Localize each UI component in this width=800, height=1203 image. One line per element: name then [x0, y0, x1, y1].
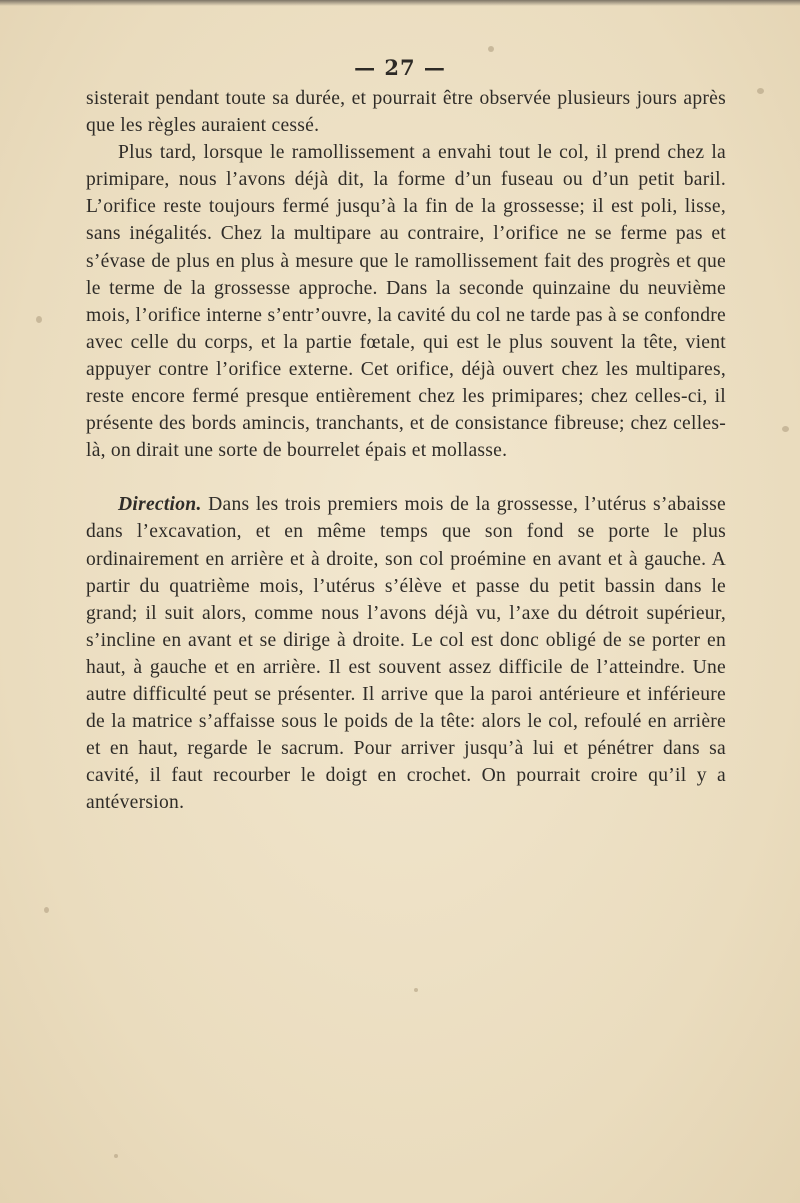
body-text — [86, 85, 726, 816]
paper-speck — [414, 988, 418, 992]
paper-speck — [114, 1154, 118, 1158]
section-heading: Direction. — [118, 494, 202, 516]
section-text: Dans les trois premiers mois de la grossesse, l’utérus s’abaisse dans l’excavation, et en même temps que son fond se porte le plus ordinairement en arrière et à droite, son col proémine en avant et à gauche. A partir du quatrième mois, l’utérus s’élève et passe du petit bassin dans le grand; il suit alors, comme nous l’avons déjà vu, l’axe du détroit supérieur, s’incline en avant et se dirige à droite. Le col est donc obligé de se porter en haut, à gauche et en arrière. Il est souvent assez difficile de l’atteindre. Une autre difficulté peut se présenter. Il arrive que la paroi antérieure et inférieure de la matrice s’affaisse sous le poids de la tête: alors le col, refoulé en arrière et en haut, regarde le sacrum. Pour arriver jusqu’à lui et pénétrer dans sa cavité, il faut recourber le doigt en crochet. On pourrait croire qu’il y a antéversion. — [86, 494, 726, 814]
paper-speck — [782, 426, 789, 432]
page-edge-shadow — [0, 0, 800, 6]
paper-speck — [757, 88, 764, 94]
page-number: — 27 — — [354, 55, 446, 80]
paragraph-cervix-softening: Plus tard, lorsque le ramollissement a envahi tout le col, il prend chez la primipare, nous l’avons déjà dit, la forme d’un fuseau ou d’un petit baril. L’orifice reste toujours fermé jusqu’à la fin de la grossesse; il est poli, lisse, sans inégalités. Chez la multipare au contraire, l’orifice ne se ferme pas et s’évase de plus en plus à mesure que le ramollissement fait des progrès et que le terme de la grossesse approche. Dans la seconde quinzaine du neuvième mois, l’orifice interne s’entr’ouvre, la cavité du col ne tarde pas à se confondre avec celle du corps, et la partie fœtale, qui est le plus souvent la tête, vient appuyer contre l’orifice externe. Cet orifice, déjà ouvert chez les multipares, reste encore fermé presque entièrement chez les primipares; chez celles-ci, il présente des bords amincis, tranchants, et de consistance fibreuse; chez celles-là, on dirait une sorte de bourrelet épais et mollasse. — [86, 142, 726, 462]
section-direction — [86, 491, 726, 816]
paper-speck — [44, 907, 49, 913]
paper-speck — [488, 46, 494, 52]
paper-speck — [36, 316, 42, 323]
paragraph-continuation: sisterait pendant toute sa durée, et pourrait être observée plusieurs jours après que les règles auraient cessé. — [86, 88, 726, 137]
